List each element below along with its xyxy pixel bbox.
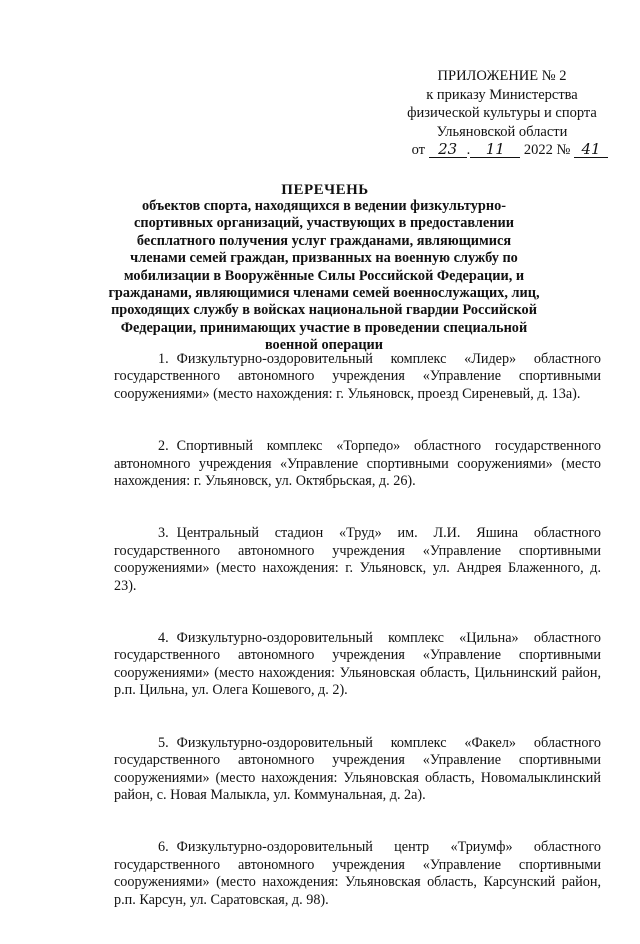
appendix-header xyxy=(396,67,608,160)
appendix-line-1: к приказу Министерства xyxy=(426,86,578,103)
document-title: ПЕРЕЧЕНЬ xyxy=(281,182,369,198)
list-item xyxy=(114,839,601,909)
order-date-line: от 23 . 11 2022 № 41 xyxy=(396,141,608,160)
handwritten-day: 23 xyxy=(429,142,467,158)
list-item-number: 6. xyxy=(158,839,169,856)
list-item xyxy=(114,351,601,403)
document-subtitle: объектов спорта, находящихся в ведении физкультурно-спортивных организаций, участвующих в предоставлении бесплатного получения услуг гражданами, являющимися членами семей граждан, призванных на военную службу по мобилизации в Вооружённые Силы Российской Федерации, и гражданами, являющимися членами семей военнослужащих, лиц, проходящих службу в войсках национальной гвардии Российской Федерации, принимающих участие в проведении специальной военной операции xyxy=(108,198,540,354)
facility-list xyxy=(114,351,601,944)
appendix-line-3: Ульяновской области xyxy=(436,123,568,140)
list-item xyxy=(114,630,601,700)
list-item-number: 3. xyxy=(158,525,169,542)
from-label: от xyxy=(411,142,426,158)
list-item-text: Физкультурно-оздоровительный центр «Триумф» областного государственного автономного учреждения «Управление спортивными сооружениями» (место нахождения: Ульяновская область, Карсунский район, р.п. Карсун, ул. Саратовская, д. 98). xyxy=(114,839,601,908)
list-item-text: Спортивный комплекс «Торпедо» областного государственного автономного учреждения «Управление спортивными сооружениями» (место нахождения: г. Ульяновск, ул. Октябрьская, д. 26). xyxy=(114,438,601,490)
handwritten-order-number: 41 xyxy=(574,142,608,158)
list-item-number: 4. xyxy=(158,630,169,647)
list-item xyxy=(114,735,601,805)
list-item xyxy=(114,525,601,595)
list-item-number: 1. xyxy=(158,351,169,367)
appendix-title: ПРИЛОЖЕНИЕ № 2 xyxy=(437,68,567,84)
list-item-text: Центральный стадион «Труд» им. Л.И. Яшина областного государственного автономного учреждения «Управление спортивными сооружениями» (место нахождения: г. Ульяновск, ул. Андрея Блаженного, д. 23). xyxy=(114,525,601,594)
list-item-text: Физкультурно-оздоровительный комплекс «Цильна» областного государственного автономного учреждения «Управление спортивными сооружениями» (место нахождения: Ульяновская область, Цильнинский район, р.п. Цильна, ул. Олега Кошевого, д. 2). xyxy=(114,630,601,699)
list-item-text: Физкультурно-оздоровительный комплекс «Факел» областного государственного автономного учреждения «Управление спортивными сооружениями» (место нахождения: Ульяновская область, Новомалыклинский район, с. Новая Малыкла, ул. Коммунальная, д. 2а). xyxy=(114,734,601,803)
list-item-text: Физкультурно-оздоровительный комплекс «Лидер» областного государственного автономного учреждения «Управление спортивными сооружениями» (место нахождения: г. Ульяновск, проезд Сиреневый, д. 13а). xyxy=(114,351,601,402)
handwritten-month: 11 xyxy=(470,142,520,158)
appendix-line-2: физической культуры и спорта xyxy=(407,105,597,121)
list-item xyxy=(114,438,601,490)
year-label: 2022 № xyxy=(523,142,571,158)
list-item-number: 5. xyxy=(158,734,169,751)
list-item-number: 2. xyxy=(158,438,169,455)
